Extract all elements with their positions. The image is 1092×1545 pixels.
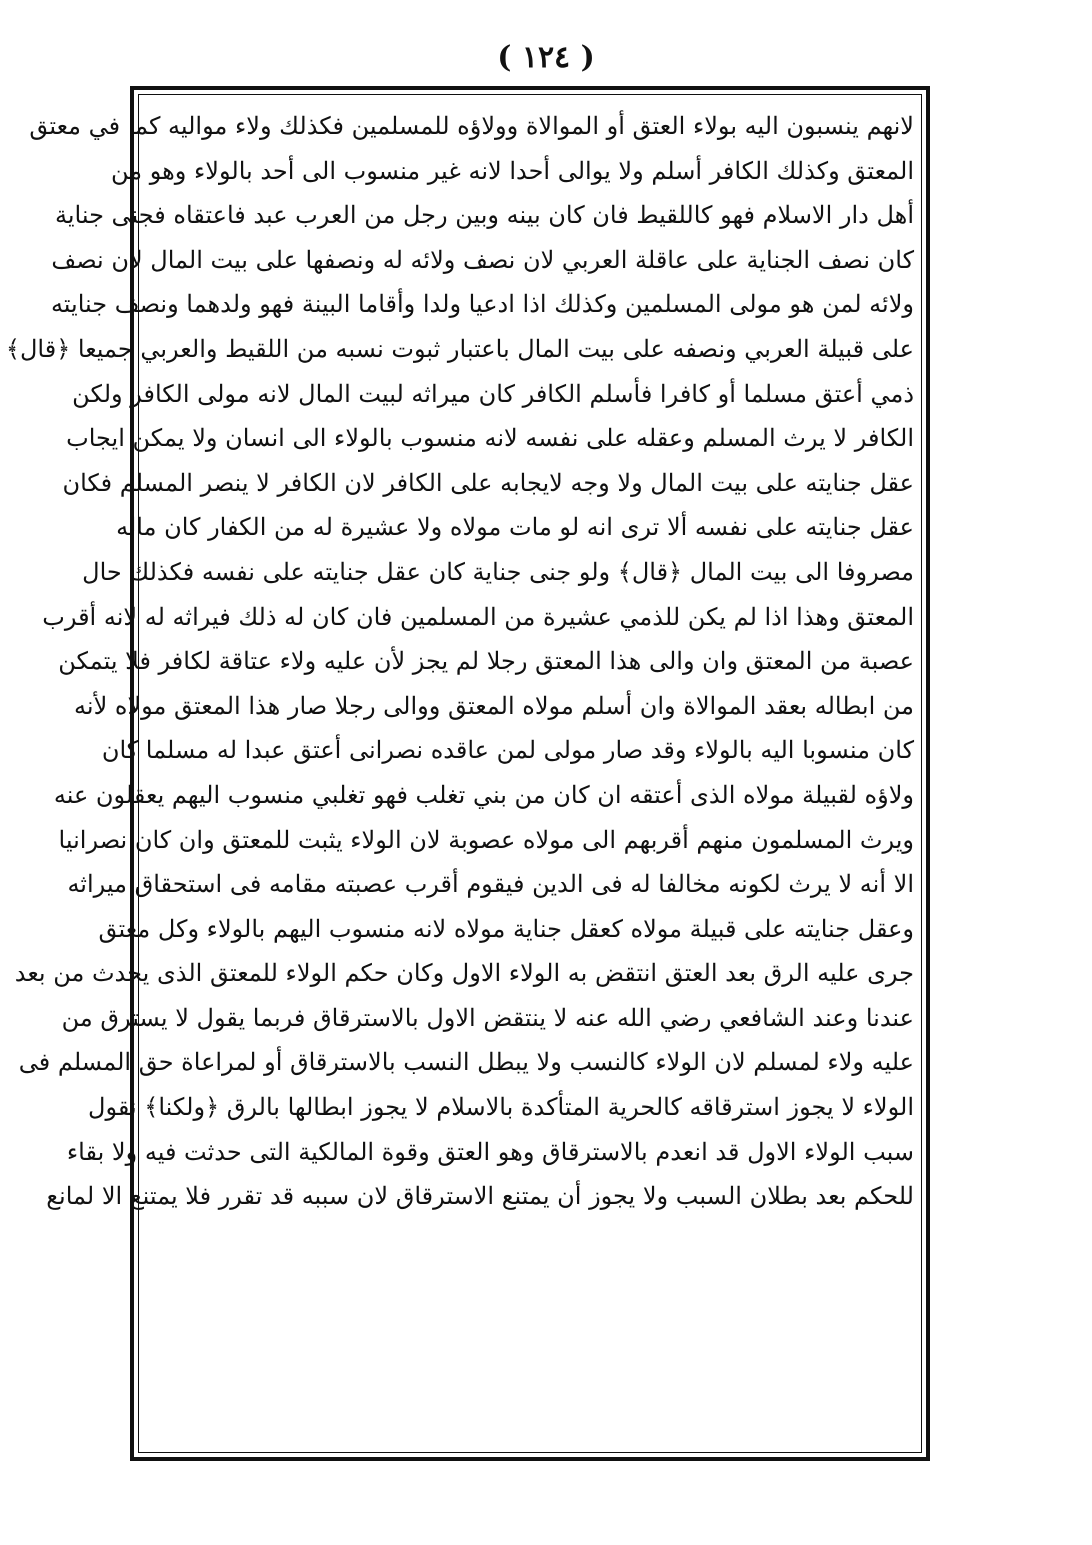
text-line: عصبة من المعتق وان والى هذا المعتق رجلا لم يجز لأن عليه ولاء عتاقة لكافر فلا يتمكن [58,647,914,676]
text-line: عندنا وعند الشافعي رضي الله عنه لا ينتقض الاول بالاسترقاق فربما يقول لا يسترق من [61,1003,914,1032]
text-line: وعقل جنايته على قبيلة مولاه كعقل جناية مولاه لانه منسوب اليهم بالولاء وكل معتق [98,914,914,943]
text-line: جرى عليه الرق بعد العتق انتقض به الولاء الاول وكان حكم الولاء للمعتق الذى يحدث من بعد [14,959,914,988]
text-line: عقل جنايته على نفسه ألا ترى انه لو مات مولاه ولا عشيرة له من الكفار كان ماله [116,513,914,542]
text-line: ولائه لمن هو مولى المسلمين وكذلك اذا ادعيا ولدا وأقاما البينة فهو ولدهما ونصف جنايته [50,290,914,319]
text-line: الكافر لا يرث المسلم وعقله على نفسه لانه منسوب بالولاء الى انسان ولا يمكن ايجاب [66,424,914,453]
text-line: ذمي أعتق مسلما أو كافرا فأسلم الكافر كان ميراثه لبيت المال لانه مولى الكافر ولكن [72,379,914,408]
text-line: الا أنه لا يرث لكونه مخالفا له فى الدين فيقوم أقرب عصبته مقامه فى استحقاق ميراثه [67,870,914,899]
text-line: الولاء لا يجوز استرقاقه كالحرية المتأكدة بالاسلام لا يجوز ابطالها بالرق ﴿ولكنا﴾ نقول [88,1093,914,1122]
text-line: سبب الولاء الاول قد انعدم بالاسترقاق وهو العتق وقوة المالكية التى حدثت فيه ولا بقاء [66,1137,914,1166]
text-line: على قبيلة العربي ونصفه على بيت المال باعتبار ثبوت نسبه من اللقيط والعربي جميعا ﴿قال﴾ [5,334,914,363]
text-line: لانهم ينسبون اليه بولاء العتق أو الموالاة وولاؤه للمسلمين فكذلك ولاء مواليه كما في معتق [29,112,914,140]
text-line: من ابطاله بعقد الموالاة وان أسلم مولاه المعتق ووالى رجلا صار هذا المعتق مولاه لأنه [74,691,914,720]
text-line: للحكم بعد بطلان السبب ولا يجوز أن يمتنع الاسترقاق لان سببه قد تقرر فلا يمتنع الا لمانع [46,1182,914,1211]
text-line: المعتق وكذلك الكافر أسلم ولا يوالى أحدا لانه غير منسوب الى أحد بالولاء وهو من [110,156,914,185]
text-line: كان نصف الجناية على عاقلة العربي لان نصف ولائه له ونصفها على بيت المال لان نصف [51,245,914,274]
text-line: ولاؤه لقبيلة مولاه الذى أعتقه ان كان من بني تغلب فهو تغلبي منسوب اليهم يعقلون عنه [53,780,914,809]
text-line: ويرث المسلمون منهم أقربهم الى مولاه عصوبة لان الولاء يثبت للمعتق وان كان نصرانيا [58,825,914,854]
text-line: عقل جنايته على بيت المال ولا وجه لايجابه على الكافر لان الكافر لا ينصر المسلم فكان [62,468,914,497]
text-line: أهل دار الاسلام فهو كاللقيط فان كان بينه وبين رجل من العرب عبد فاعتقاه فجنى جناية [54,201,914,230]
page-number: ( ١٢٤ ) [497,40,595,75]
text-body [5,104,914,1444]
text-line: المعتق وهذا اذا لم يكن للذمي عشيرة من المسلمين فان كان له ذلك فيراثه له لانه أقرب [42,602,914,631]
text-line: مصروفا الى بيت المال ﴿قال﴾ ولو جنى جناية كان عقل جنايته على نفسه فكذلك حال [82,557,914,586]
text-line: كان منسوبا اليه بالولاء وقد صار مولى لمن عاقده نصرانى أعتق عبدا له مسلما كان [101,736,914,765]
text-line: عليه ولاء لمسلم لان الولاء كالنسب ولا يبطل النسب بالاسترقاق أو لمراعاة حق المسلم فى [18,1048,914,1077]
